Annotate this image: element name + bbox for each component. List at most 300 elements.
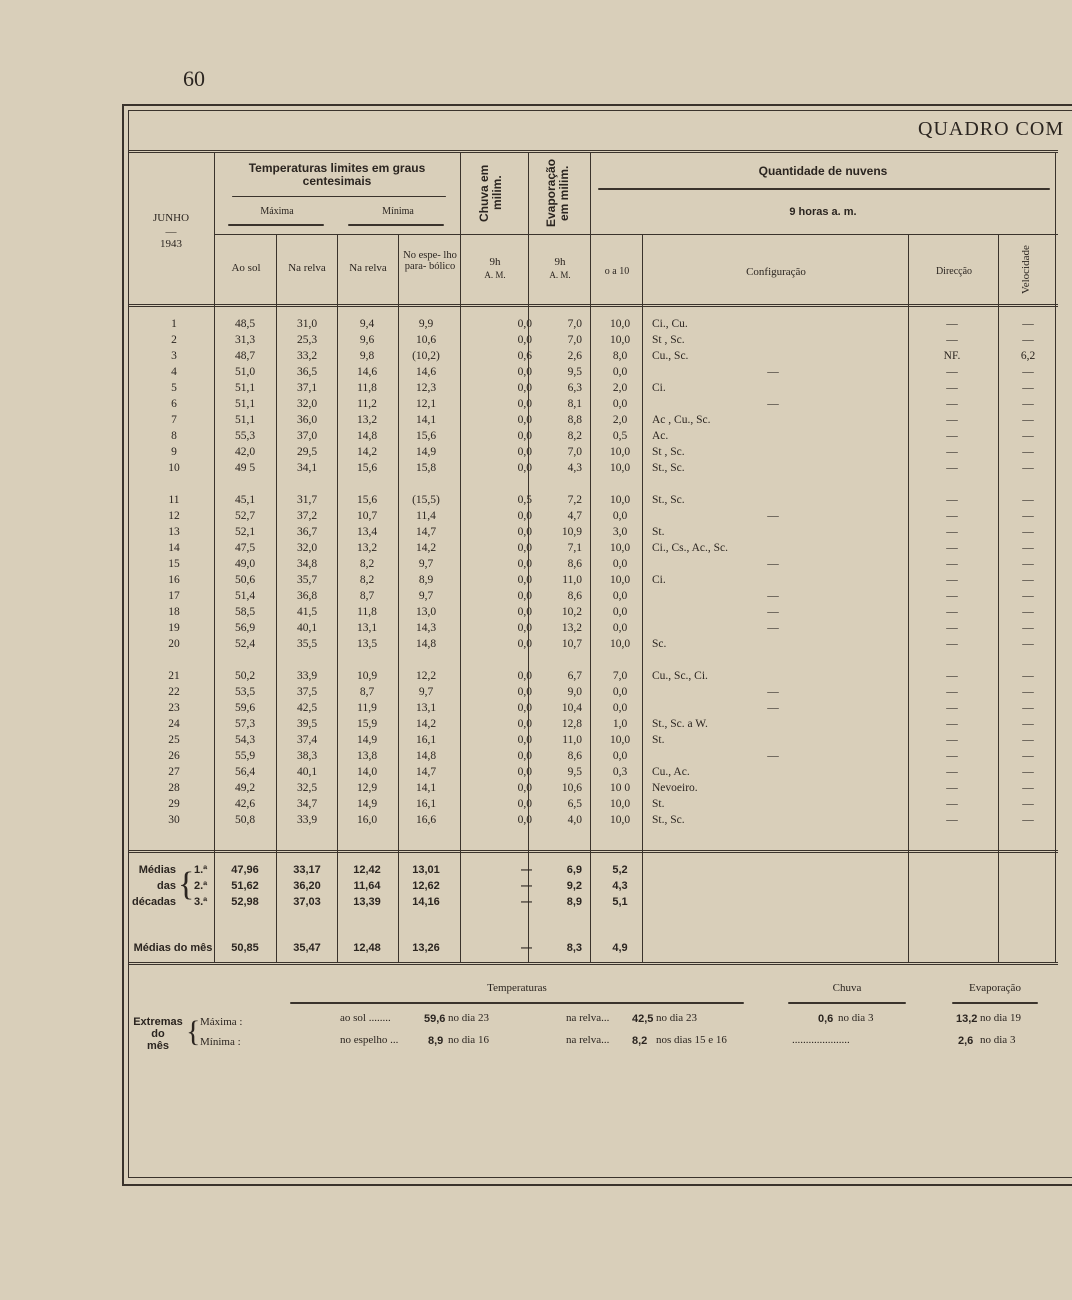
cell-day: 7 [171, 414, 177, 426]
cell-sol: 56,4 [234, 766, 256, 778]
cell-esp: 9,7 [418, 558, 434, 570]
medias-cell-esp: 12,62 [412, 880, 440, 892]
cell-minrelva: 11,8 [357, 606, 377, 618]
cell-vel: — [1022, 718, 1034, 730]
cell-conf: St., Sc. [652, 462, 685, 474]
cell-chuva: 0,0 [517, 558, 532, 570]
cell-dir: — [946, 526, 958, 538]
month-label: JUNHO [152, 212, 190, 224]
maxima-ornament [228, 224, 324, 226]
cell-esp: 16,1 [415, 798, 437, 810]
cell-minrelva: 14,9 [356, 734, 378, 746]
cell-conf: Sc. [652, 638, 667, 650]
cell-day: 12 [168, 510, 180, 522]
cell-day: 3 [171, 350, 177, 362]
cell-dir: — [946, 574, 958, 586]
table-row [130, 782, 1072, 798]
cell-dir: — [946, 462, 958, 474]
medias-cell-q: 4,3 [612, 880, 628, 892]
cell-q: 10,0 [609, 334, 631, 346]
medias-cell-minrelva: 13,39 [353, 896, 381, 908]
cell-dash: — [767, 750, 779, 762]
cell-relva: 33,2 [296, 350, 318, 362]
cell-day: 16 [168, 574, 180, 586]
mes-cell-evap: 8,3 [566, 942, 582, 954]
cell-evap: 6,3 [567, 382, 582, 394]
medias-cell-sol: 47,96 [231, 864, 259, 876]
header-bottom-rule [128, 304, 1058, 307]
table-row [130, 558, 1072, 574]
cell-evap: 11,0 [562, 734, 582, 746]
table-row [130, 398, 1072, 414]
cell-dir: — [946, 750, 958, 762]
na-relva-min-header: Na relva [349, 262, 387, 274]
year-dash: — [165, 226, 177, 238]
cell-evap: 7,0 [567, 334, 582, 346]
chuva-am: A. M. [484, 270, 506, 280]
cell-evap: 10,4 [561, 702, 582, 714]
table-row [130, 718, 1072, 734]
cell-dir: — [946, 590, 958, 602]
medias-cell-relva: 37,03 [293, 896, 321, 908]
cell-dir: — [946, 734, 958, 746]
cell-evap: 4,7 [567, 510, 582, 522]
min-esp-value: 8,9 [428, 1035, 444, 1047]
cell-dir: — [946, 430, 958, 442]
cell-day: 4 [171, 366, 177, 378]
cell-vel: — [1022, 510, 1034, 522]
mes-cell-minrelva: 12,48 [353, 942, 381, 954]
cell-evap: 7,0 [567, 446, 582, 458]
cell-vel: — [1022, 686, 1034, 698]
cell-sol: 48,7 [234, 350, 256, 362]
cell-conf: St , Sc. [652, 334, 685, 346]
cell-relva: 34,1 [296, 462, 318, 474]
cell-vel: — [1022, 766, 1034, 778]
table-row [130, 542, 1072, 558]
cell-day: 9 [171, 446, 177, 458]
cell-relva: 40,1 [296, 622, 318, 634]
cell-dir: — [946, 782, 958, 794]
cell-esp: 13,1 [415, 702, 437, 714]
cell-relva: — [301, 846, 313, 858]
cell-chuva: 0,0 [517, 590, 532, 602]
table-row [130, 446, 1072, 462]
cell-relva: 35,7 [296, 574, 318, 586]
cell-day: 1 [171, 318, 177, 330]
cell-esp: 14,8 [415, 750, 437, 762]
cell-sol: 51,0 [234, 366, 256, 378]
max-evap-value: 13,2 [956, 1013, 978, 1025]
cell-dir: — [946, 606, 958, 618]
cell-sol: 52,4 [234, 638, 256, 650]
cell-minrelva: 12,9 [356, 782, 378, 794]
header-mid-rule [214, 234, 1058, 235]
cell-esp: 14,7 [415, 766, 437, 778]
cell-evap: 10,7 [561, 638, 582, 650]
cell-q: 3,0 [612, 526, 628, 538]
cell-evap: 8,2 [567, 430, 582, 442]
cell-dash: — [767, 702, 779, 714]
cell-vel: — [1022, 318, 1034, 330]
medias-cell-evap: 8,9 [566, 896, 582, 908]
cell-minrelva: 15,9 [356, 718, 378, 730]
cell-vel: — [1022, 750, 1034, 762]
cell-minrelva: 10,7 [356, 510, 378, 522]
cell-relva: 37,1 [296, 382, 318, 394]
cell-sol: 51,1 [234, 414, 256, 426]
cell-minrelva: 10,9 [356, 670, 378, 682]
min-chuva-dots: ..................... [792, 1034, 850, 1046]
cell-esp: 8,9 [418, 574, 434, 586]
cell-day: 6 [171, 398, 177, 410]
cell-evap: 7,1 [567, 542, 582, 554]
cell-day: 20 [168, 638, 180, 650]
cell-sol: 49,2 [234, 782, 256, 794]
table-row [130, 430, 1072, 446]
cell-conf: St., Sc. [652, 814, 685, 826]
cell-day: 22 [168, 686, 180, 698]
cell-relva: 37,2 [296, 510, 318, 522]
page-title: QUADRO COM [918, 118, 1065, 140]
medias-cell-sol: 52,98 [231, 896, 259, 908]
cell-relva: 37,5 [296, 686, 318, 698]
cell-evap: 7,0 [567, 318, 582, 330]
cell-q: 0,0 [612, 558, 628, 570]
cell-minrelva: 8,2 [359, 574, 375, 586]
cell-evap: 2,6 [567, 350, 582, 362]
cell-esp: 13,0 [415, 606, 437, 618]
cell-esp: 14,6 [415, 366, 437, 378]
cell-relva: 37,4 [296, 734, 318, 746]
max-chuva-value: 0,6 [818, 1013, 834, 1025]
extremas-label-1: Extremas [133, 1016, 183, 1028]
medias-cell-chuva: — [521, 880, 532, 892]
cell-sol: 42,0 [234, 446, 256, 458]
cell-day: 30 [168, 814, 180, 826]
cell-relva: 40,1 [296, 766, 318, 778]
cell-dash: — [767, 606, 779, 618]
cell-esp: 12,3 [415, 382, 437, 394]
nuvens-ornament [598, 188, 1050, 190]
cell-chuva: 0,0 [517, 446, 532, 458]
cell-sol: 31,3 [234, 334, 256, 346]
cell-day: 21 [168, 670, 180, 682]
cell-sol: 51,1 [234, 398, 256, 410]
cell-minrelva: 13,4 [356, 526, 378, 538]
cell-relva: 32,5 [296, 782, 318, 794]
maxima-header: Máxima [260, 206, 294, 217]
table-row [130, 318, 1072, 334]
cell-chuva: 0,0 [517, 814, 532, 826]
cell-vel: — [1022, 462, 1034, 474]
cell-evap: 8,6 [567, 558, 582, 570]
cell-day: 15 [168, 558, 180, 570]
cell-sol: 50,6 [234, 574, 256, 586]
cell-vel: — [1022, 334, 1034, 346]
cell-evap: 6,5 [567, 798, 582, 810]
cell-minrelva: 16,0 [356, 814, 378, 826]
cell-q: 10,0 [609, 638, 631, 650]
cell-q: 7,0 [612, 670, 628, 682]
minima-ornament [348, 224, 444, 226]
cell-evap: 8,1 [567, 398, 582, 410]
cell-conf: Cu., Ac. [652, 766, 690, 778]
cell-minrelva: 9,8 [359, 350, 375, 362]
cell-dir: — [946, 542, 958, 554]
cell-dir: — [946, 382, 958, 394]
cell-relva: 39,5 [296, 718, 318, 730]
year-label: 1943 [160, 238, 182, 250]
cell-chuva: 0,0 [517, 414, 532, 426]
cell-dir: — [946, 846, 958, 858]
cell-minrelva: 14,2 [356, 446, 378, 458]
cell-q: 10 0 [609, 782, 631, 794]
cell-q: 10,0 [609, 574, 631, 586]
cell-dir: — [946, 318, 958, 330]
minima-header: Mínima [382, 206, 414, 217]
max-relva-day: no dia 23 [656, 1012, 697, 1024]
cell-chuva: 0,0 [517, 622, 532, 634]
cell-conf: St. [652, 526, 665, 538]
cell-vel: — [1022, 798, 1034, 810]
min-esp-label: no espelho ... [340, 1034, 399, 1046]
max-relva-value: 42,5 [632, 1013, 654, 1025]
cell-evap: 4,0 [567, 814, 582, 826]
cell-minrelva: 8,7 [359, 686, 375, 698]
cell-day: 5 [171, 382, 177, 394]
cell-sol: 51,4 [234, 590, 256, 602]
cell-esp: 16,6 [415, 814, 437, 826]
cell-esp: 10,6 [415, 334, 437, 346]
chuva-header: Chuva em milim. [477, 164, 504, 222]
cell-dir: — [946, 686, 958, 698]
cell-q: 0,0 [612, 366, 628, 378]
table-row [130, 670, 1072, 686]
direccao-header: Direcção [935, 266, 973, 277]
table-row [130, 382, 1072, 398]
cell-relva: 36,5 [296, 366, 318, 378]
cell-vel: 6,2 [1020, 350, 1036, 362]
cell-chuva: 0,0 [517, 734, 532, 746]
cell-sol: 58,5 [234, 606, 256, 618]
cell-esp: 14,2 [415, 718, 437, 730]
cell-evap: — [570, 846, 582, 858]
cell-minrelva: 14,0 [356, 766, 378, 778]
cell-q: 1,0 [612, 718, 628, 730]
cell-vel: — [1022, 366, 1034, 378]
cell-conf: Ac , Cu., Sc. [652, 414, 711, 426]
table-row [130, 846, 1072, 862]
cell-esp: 12,1 [415, 398, 437, 410]
mes-cell-relva: 35,47 [293, 942, 321, 954]
cell-conf: Ci., Cs., Ac., Sc. [652, 542, 729, 554]
cell-evap: 8,6 [567, 750, 582, 762]
cell-esp: 12,2 [415, 670, 437, 682]
cell-vel: — [1022, 542, 1034, 554]
min-relva-label: na relva... [566, 1034, 610, 1046]
cell-minrelva: 9,6 [359, 334, 375, 346]
cell-q: 2,0 [612, 382, 628, 394]
cell-vel: — [1022, 558, 1034, 570]
cell-chuva: 0,0 [517, 398, 532, 410]
medias-cell-evap: 9,2 [566, 880, 582, 892]
cell-sol: 53,5 [234, 686, 256, 698]
table-row [130, 526, 1072, 542]
cell-sol: 59,6 [234, 702, 256, 714]
table-row [130, 814, 1072, 830]
cell-chuva: 0,0 [517, 766, 532, 778]
table-row [130, 606, 1072, 622]
cell-sol: 57,3 [234, 718, 256, 730]
cell-chuva: 0,0 [517, 510, 532, 522]
cell-relva: 36,8 [296, 590, 318, 602]
cell-q: 8,0 [612, 350, 628, 362]
cell-sol: 54,3 [234, 734, 256, 746]
extremas-chuva-header: Chuva [832, 982, 862, 994]
cell-dir: — [946, 494, 958, 506]
chuva-9h: 9h [489, 256, 501, 268]
table-row [130, 574, 1072, 590]
cell-chuva: 0,5 [517, 494, 532, 506]
cell-conf: Nevoeiro. [652, 782, 698, 794]
cell-evap: 7,2 [567, 494, 582, 506]
cell-sol: 52,7 [234, 510, 256, 522]
cell-q: 0,0 [612, 750, 628, 762]
nuvens-header: Quantidade de nuvens [758, 164, 888, 178]
evaporacao-header: Evaporação em milim. [544, 158, 571, 228]
cell-esp: 14,1 [415, 414, 437, 426]
temp-group-header: Temperaturas limites em graus centesimais [248, 161, 426, 188]
oa10-header: o a 10 [604, 266, 630, 277]
cell-relva: 36,0 [296, 414, 318, 426]
cell-day: 25 [168, 734, 180, 746]
cell-dir: — [946, 366, 958, 378]
cell-esp: 14,1 [415, 782, 437, 794]
cell-minrelva: 13,2 [356, 542, 378, 554]
cell-minrelva: 15,6 [356, 462, 378, 474]
table-row [130, 590, 1072, 606]
medias-mes-label: Médias do mês [133, 942, 213, 954]
medias-cell-evap: 6,9 [566, 864, 582, 876]
cell-q: 0,0 [612, 606, 628, 618]
extremas-label-3: mês [146, 1040, 170, 1052]
cell-day: 28 [168, 782, 180, 794]
cell-esp: 16,1 [415, 734, 437, 746]
cell-esp: 14,7 [415, 526, 437, 538]
cell-conf: Ci. [652, 382, 666, 394]
cell-q: 0,0 [612, 590, 628, 602]
cell-evap: 10,2 [561, 606, 582, 618]
max-sol-value: 59,6 [424, 1013, 446, 1025]
page-number: 60 [183, 66, 205, 91]
medias-row [130, 864, 1072, 880]
medias-top-rule [128, 850, 1058, 853]
header-top-rule [128, 150, 1058, 153]
mes-cell-chuva: — [521, 942, 532, 954]
medias-label-2: das [157, 880, 176, 892]
cell-dash: — [767, 398, 779, 410]
cell-q: 0,0 [612, 702, 628, 714]
cell-q: 10,0 [609, 798, 631, 810]
cell-day: 14 [168, 542, 180, 554]
decada-3: 3.ª [194, 896, 208, 908]
cell-conf: St. [652, 798, 665, 810]
cell-chuva: 0,0 [517, 574, 532, 586]
cell-chuva: 0,0 [517, 750, 532, 762]
evap-ornament [952, 1002, 1038, 1004]
extremas-temperaturas-header: Temperaturas [487, 982, 547, 994]
cell-vel: — [1022, 846, 1034, 858]
cell-q: 10,0 [609, 446, 631, 458]
cell-sol: 49,0 [234, 558, 256, 570]
table-row [130, 462, 1072, 478]
cell-dir: — [946, 334, 958, 346]
table-row [130, 414, 1072, 430]
cell-chuva: 0,0 [517, 334, 532, 346]
cell-sol: 49 5 [234, 462, 256, 474]
cell-q: 10,0 [609, 462, 631, 474]
min-evap-value: 2,6 [958, 1035, 974, 1047]
cell-q: 0,0 [612, 398, 628, 410]
cell-day: 13 [168, 526, 180, 538]
cell-q: 0,0 [612, 622, 628, 634]
cell-day: 19 [168, 622, 180, 634]
cell-esp: 9,9 [418, 318, 434, 330]
cell-conf: St. [652, 734, 665, 746]
cell-q: 0,0 [612, 510, 628, 522]
extremas-top-rule [128, 962, 1058, 965]
cell-minrelva: 13,8 [356, 750, 378, 762]
cell-dir: — [946, 702, 958, 714]
cell-dash: — [767, 510, 779, 522]
nove-horas-header: 9 horas a. m. [789, 206, 857, 218]
cell-conf: Ac. [652, 430, 669, 442]
cell-day: 10 [168, 462, 180, 474]
mes-row [130, 942, 1072, 958]
cell-minrelva: — [361, 846, 373, 858]
cell-q: 2,0 [612, 414, 628, 426]
cell-relva: 32,0 [296, 542, 318, 554]
cell-vel: — [1022, 622, 1034, 634]
espelho-header: No espe- lho para- bólico [403, 250, 457, 272]
cell-chuva: 0,0 [517, 382, 532, 394]
cell-chuva: 0,6 [517, 350, 532, 362]
cell-relva: 25,3 [296, 334, 318, 346]
cell-day: 17 [168, 590, 180, 602]
cell-chuva: 0,0 [517, 782, 532, 794]
medias-cell-relva: 36,20 [293, 880, 321, 892]
cell-chuva: 0,0 [517, 638, 532, 650]
mes-cell-q: 4,9 [612, 942, 628, 954]
cell-sol: 55,3 [234, 430, 256, 442]
cell-vel: — [1022, 382, 1034, 394]
cell-minrelva: 11,9 [357, 702, 377, 714]
cell-dash: — [767, 622, 779, 634]
mes-cell-esp: 13,26 [412, 942, 440, 954]
extremas-brace: { [186, 1015, 201, 1048]
medias-cell-esp: 13,01 [412, 864, 440, 876]
cell-sol: 55,9 [234, 750, 256, 762]
cell-relva: 35,5 [296, 638, 318, 650]
cell-vel: — [1022, 494, 1034, 506]
cell-dir: NF. [943, 350, 961, 362]
medias-brace: { [178, 866, 195, 903]
table-row [130, 766, 1072, 782]
cell-day: 24 [168, 718, 180, 730]
cell-minrelva: 11,2 [357, 398, 377, 410]
cell-minrelva: 13,5 [356, 638, 378, 650]
